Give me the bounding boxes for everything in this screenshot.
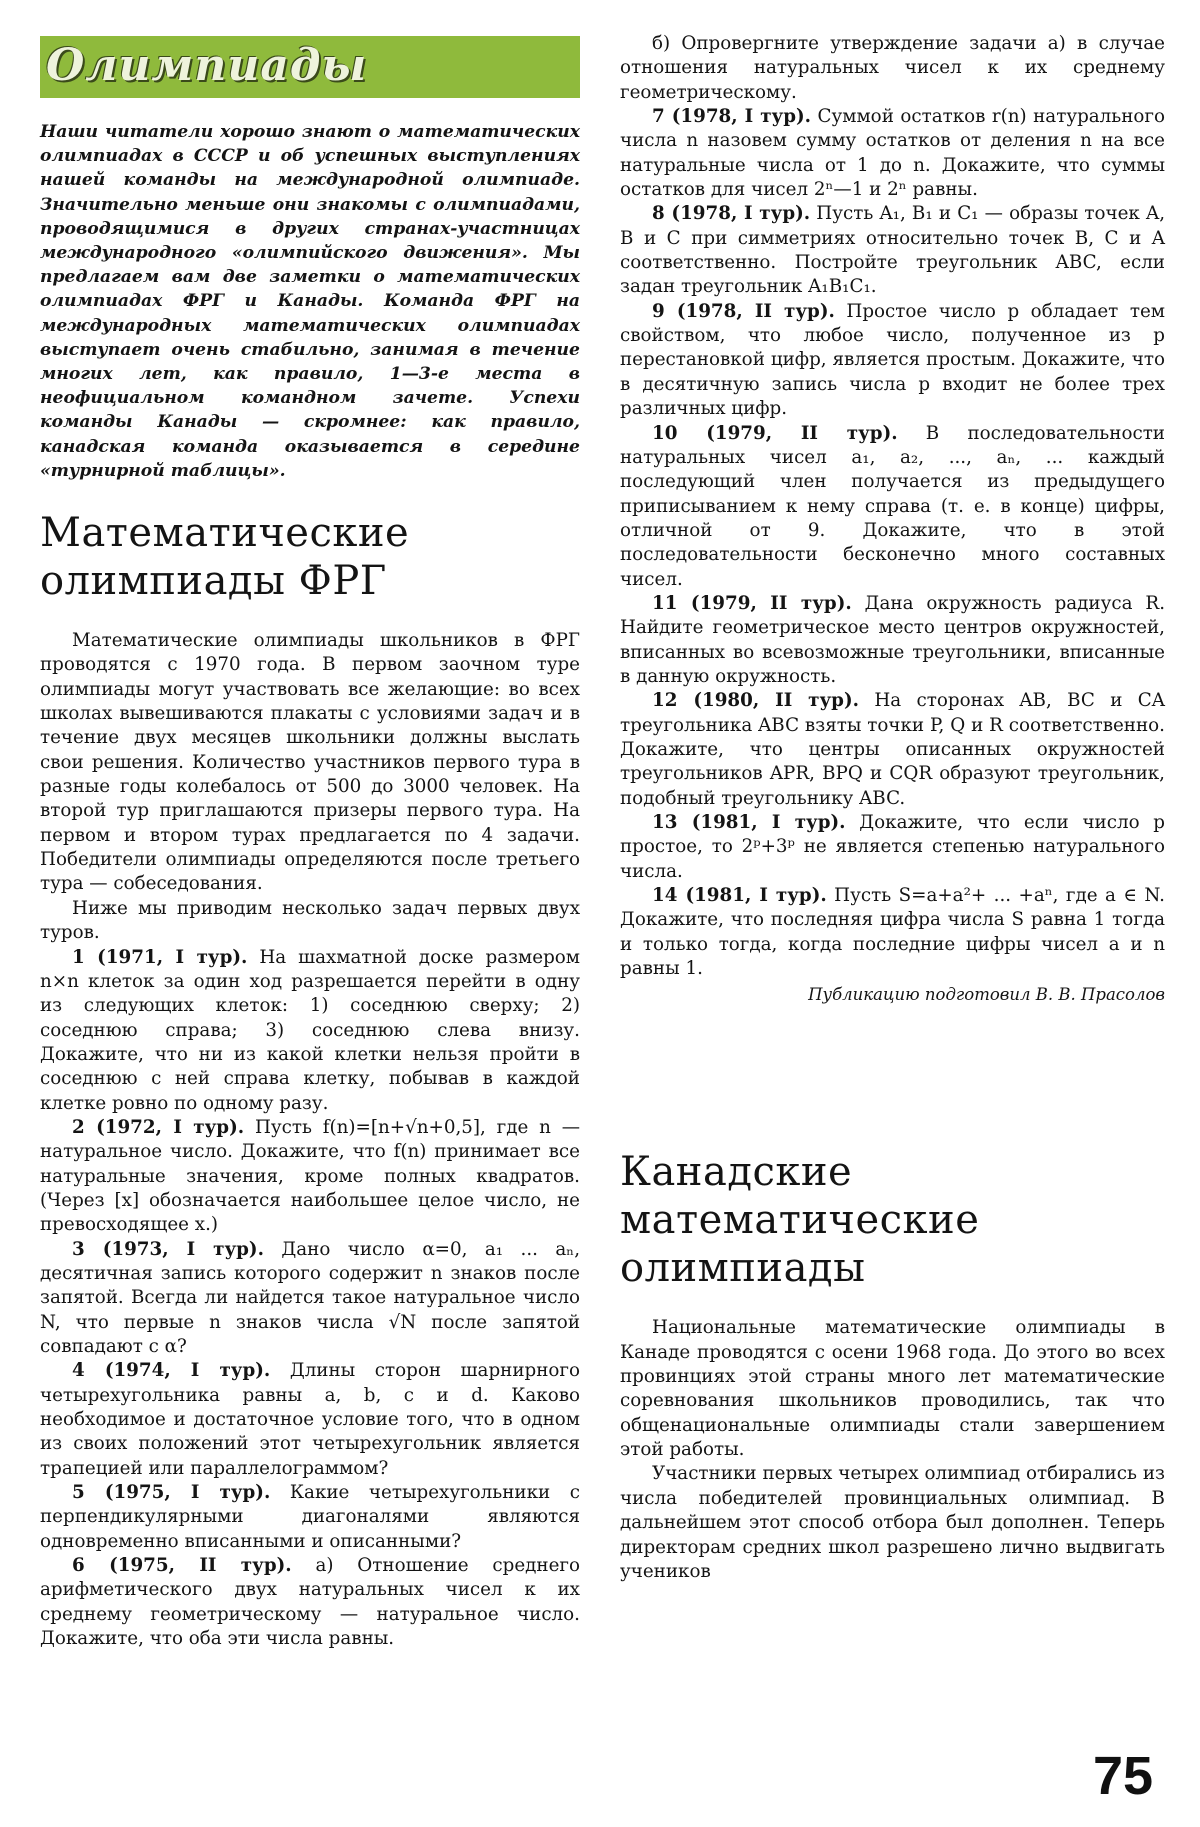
page-number: 75 <box>1093 1746 1154 1806</box>
article2-paragraph-1: Национальные математические олимпиады в Канаде проводятся с осени 1968 года. До этого во всех провинциях этой страны много лет математические соревнования школьников проводились, так что общенациональные олимпиады стали завершением этой работы. <box>620 1317 1165 1461</box>
problem-2: 2 (1972, I тур). Пусть f(n)=[n+√n+0,5], где n — натуральное число. Докажите, что f(n) принимает все натуральные значения, кроме полных квадратов. (Через [x] обозначается наибольшее целое число, не превосходящее x.) <box>40 1116 581 1236</box>
left-column <box>40 36 580 1651</box>
article1-title: Математические олимпиады ФРГ <box>40 510 410 605</box>
right-column <box>620 32 1165 1584</box>
problem-4: 4 (1974, I тур). Длины сторон шарнирного четырехугольника равны a, b, c и d. Каково необходимое и достаточное условие того, что в одном из своих положений этот четырехугольник является трапецией или параллелограммом? <box>40 1360 580 1479</box>
section-banner <box>40 36 580 98</box>
column-gap <box>620 1004 1165 1122</box>
problem-6b: б) Опровергните утверждение задачи а) в случае отношения натуральных чисел к их среднему геометрическому. <box>620 33 1165 103</box>
problem-14: 14 (1981, I тур). Пусть S=a+a²+ ... +aⁿ, где a ∈ N. Докажите, что последняя цифра числа S равна 1 тогда и только тогда, когда последние цифры чисел a и n равны 1. <box>620 885 1165 980</box>
article1-note: Ниже мы приводим несколько задач первых двух туров. <box>40 897 580 944</box>
problem-13: 13 (1981, I тур). Докажите, что если число p простое, то 2ᵖ+3ᵖ не является степенью натурального числа. <box>620 812 1166 882</box>
problem-11: 11 (1979, II тур). Дана окружность радиуса R. Найдите геометрическое место центров окружностей, вписанных во всевозможные треугольники, вписанные в данную окружность. <box>620 592 1166 687</box>
article1-credit: Публикацию подготовил В. В. Прасолов <box>808 985 1165 1005</box>
problem-10: 10 (1979, II тур). В последовательности натуральных чисел a₁, a₂, ..., aₙ, ... каждый последующий член получается из предыдущего приписыванием к нему справа (т. е. в конце) цифры, отличной от 9. Докажите, что в этой последовательности бесконечно много составных чисел. <box>620 422 1165 590</box>
problem-12: 12 (1980, II тур). На сторонах AB, BC и CA треугольника ABC взяты точки P, Q и R соответственно. Докажите, что центры описанных окружностей треугольников APR, BPQ и CQR образуют треугольник, подобный треугольнику ABC. <box>620 690 1165 809</box>
problem-5: 5 (1975, I тур). Какие четырехугольники с перпендикулярными диагоналями являются одновременно вписанными и описанными? <box>40 1482 581 1552</box>
article2-title: Канадские математические олимпиады <box>620 1149 980 1292</box>
editorial-intro: Наши читатели хорошо знают о математических олимпиадах в СССР и об успешных выступлениях нашей команды на международной олимпиаде. Значительно меньше они знакомы с олимпиадами, проводящимися в других странах-участницах международного «олимпийского движения». Мы предлагаем вам две заметки о математических олимпиадах ФРГ и Канады. Команда ФРГ на международных математических олимпиадах выступает очень стабильно, занимая в течение многих лет, как правило, 1—3-е места в неофициальном командном зачете. Успехи команды Канады — скромнее: как правило, канадская команда оказывается в середине «турнирной таблицы». <box>40 122 580 481</box>
section-title: Олимпиады <box>46 40 368 91</box>
problem-3: 3 (1973, I тур). Дано число α=0, a₁ ... aₙ, десятичная запись которого содержит n знаков после запятой. Всегда ли найдется такое натуральное число N, что первые n знаков числа √N после запятой совпадают с α? <box>40 1238 581 1358</box>
article1-lead: Математические олимпиады школьников в ФРГ проводятся с 1970 года. В первом заочном туре олимпиады могут участвовать все желающие: во всех школах вывешиваются плакаты с условиями задач и в течение двух месяцев школьники должны выслать свои решения. Количество участников первого тура в разные годы колебалось от 500 до 3000 человек. На второй тур приглашаются призеры первого тура. На первом и втором турах предлагается по 4 задачи. Победители олимпиады определяются после третьего тура — собеседования. <box>40 630 580 895</box>
problem-6a: 6 (1975, II тур). а) Отношение среднего арифметического двух натуральных чисел к их среднему геометрическому — натуральное число. Докажите, что оба эти числа равны. <box>40 1555 580 1650</box>
problem-9: 9 (1978, II тур). Простое число p обладает тем свойством, что любое число, полученное из p перестановкой цифр, является простым. Докажите, что в десятичную запись числа p входит не более трех различных цифр. <box>620 300 1165 420</box>
problem-8: 8 (1978, I тур). Пусть A₁, B₁ и C₁ — образы точек A, B и C при симметриях относительно точек B, C и A соответственно. Постройте треугольник ABC, если задан треугольник A₁B₁C₁. <box>620 203 1165 298</box>
problem-1: 1 (1971, I тур). На шахматной доске размером n×n клеток за один ход разрешается перейти в одну из следующих клеток: 1) соседнюю сверху; 2) соседнюю справа; 3) соседнюю слева внизу. Докажите, что ни из какой клетки нельзя пройти в соседнюю с ней справа клетку, побывав в каждой клетке ровно по одному разу. <box>40 946 581 1114</box>
article2-paragraph-2: Участники первых четырех олимпиад отбирались из числа победителей провинциальных олимпиад. В дальнейшем этот способ отбора был дополнен. Теперь директорам средних школ разрешено лично выдвигать учеников <box>620 1463 1165 1582</box>
problem-7: 7 (1978, I тур). Суммой остатков r(n) натурального числа n назовем сумму остатков от деления n на все натуральные числа от 1 до n. Докажите, что суммы остатков для чисел 2ⁿ—1 и 2ⁿ равны. <box>620 106 1166 201</box>
